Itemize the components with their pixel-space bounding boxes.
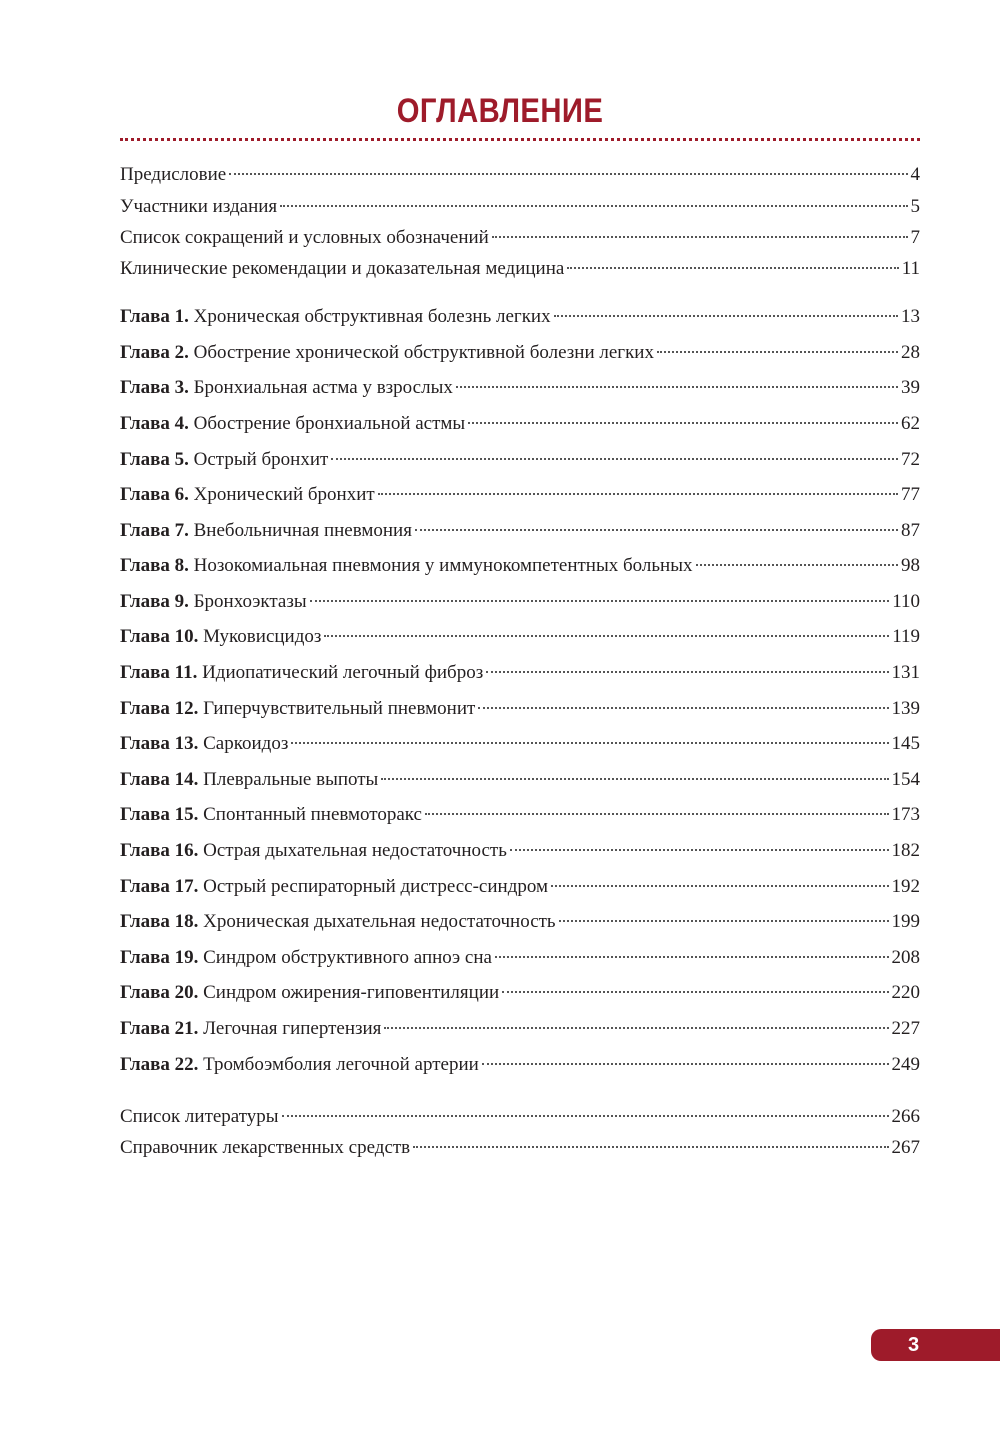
- toc-entry-title: Хроническая обструктивная болезнь легких: [193, 306, 551, 327]
- toc-entry-chapter-9[interactable]: [120, 589, 920, 615]
- toc-entry-title: Плевральные выпоты: [203, 769, 379, 790]
- title-dotted-rule: [120, 138, 920, 141]
- toc-entry-title: Тромбоэмболия легочной артерии: [203, 1054, 479, 1075]
- toc-entry-page: 131: [891, 662, 920, 683]
- dot-leader: [291, 742, 888, 744]
- dot-leader: [567, 267, 898, 269]
- chapter-prefix: Глава 15.: [120, 804, 199, 825]
- toc-entry-title: Список сокращений и условных обозначений: [120, 227, 489, 248]
- toc-entry-title: Гиперчувствительный пневмонит: [203, 698, 476, 719]
- toc-entry-chapter-13[interactable]: [120, 731, 920, 757]
- chapter-prefix: Глава 6.: [120, 484, 189, 505]
- page-number: 3: [907, 1333, 920, 1356]
- toc-entry-page: 227: [891, 1018, 920, 1039]
- toc-entry-bibliography[interactable]: [120, 1104, 920, 1130]
- chapter-prefix: Глава 7.: [120, 520, 189, 541]
- toc-entry-page: 220: [891, 982, 920, 1003]
- toc-entry-guidelines[interactable]: [120, 256, 920, 282]
- dot-leader: [384, 1027, 888, 1029]
- chapter-prefix: Глава 17.: [120, 876, 199, 897]
- toc-entry-title: Участники издания: [120, 196, 278, 217]
- toc-entry-page: 13: [901, 306, 920, 327]
- toc-entry-title: Предисловие: [120, 164, 227, 185]
- dot-leader: [657, 351, 898, 353]
- chapter-prefix: Глава 20.: [120, 982, 199, 1003]
- toc-entry-title: Синдром обструктивного апноэ сна: [203, 947, 492, 968]
- dot-leader: [324, 635, 889, 637]
- toc-entry-page: 87: [901, 520, 920, 541]
- toc-entry-chapter-18[interactable]: [120, 909, 920, 935]
- toc-entry-page: 173: [891, 804, 920, 825]
- toc-entry-chapter-4[interactable]: [120, 411, 920, 437]
- toc-entry-title: Бронхоэктазы: [193, 591, 307, 612]
- toc-entry-page: 28: [901, 342, 920, 363]
- toc-entry-title: Список литературы: [120, 1106, 279, 1127]
- toc-entry-page: 119: [892, 626, 920, 647]
- toc-entry-page: 249: [891, 1054, 920, 1075]
- toc-entry-page: 266: [891, 1106, 920, 1127]
- chapter-prefix: Глава 4.: [120, 413, 189, 434]
- dot-leader: [413, 1146, 888, 1148]
- toc-entry-title: Хроническая дыхательная недостаточность: [203, 911, 556, 932]
- toc-entry-chapter-1[interactable]: [120, 304, 920, 330]
- toc-entry-title: Муковисцидоз: [203, 626, 322, 647]
- dot-leader: [696, 564, 899, 566]
- toc-entry-page: 139: [891, 698, 920, 719]
- toc-entry-page: 77: [901, 484, 920, 505]
- dot-leader: [378, 493, 898, 495]
- toc-entry-title: Нозокомиальная пневмония у иммунокомпетентных больных: [193, 555, 693, 576]
- toc-entry-drug-reference[interactable]: [120, 1135, 920, 1161]
- chapter-prefix: Глава 22.: [120, 1054, 199, 1075]
- dot-leader: [486, 671, 888, 673]
- toc-entry-chapter-8[interactable]: [120, 553, 920, 579]
- toc-entry-chapter-7[interactable]: [120, 518, 920, 544]
- toc-entry-title: Легочная гипертензия: [203, 1018, 382, 1039]
- toc-entry-page: 110: [892, 591, 920, 612]
- toc-entry-page: 267: [891, 1137, 920, 1158]
- toc-entry-chapter-2[interactable]: [120, 340, 920, 366]
- chapter-prefix: Глава 12.: [120, 698, 199, 719]
- toc-entry-title: Внебольничная пневмония: [193, 520, 412, 541]
- chapter-prefix: Глава 9.: [120, 591, 189, 612]
- toc-entry-title: Клинические рекомендации и доказательная медицина: [120, 258, 565, 279]
- chapter-prefix: Глава 18.: [120, 911, 199, 932]
- toc-entry-chapter-14[interactable]: [120, 767, 920, 793]
- dot-leader: [331, 458, 898, 460]
- chapter-prefix: Глава 13.: [120, 733, 199, 754]
- toc-entry-title: Обострение бронхиальной астмы: [193, 413, 466, 434]
- chapter-prefix: Глава 2.: [120, 342, 189, 363]
- toc-entry-page: 7: [910, 227, 920, 248]
- toc-entry-chapter-21[interactable]: [120, 1016, 920, 1042]
- toc-entry-chapter-17[interactable]: [120, 874, 920, 900]
- chapter-prefix: Глава 3.: [120, 377, 189, 398]
- chapter-prefix: Глава 14.: [120, 769, 199, 790]
- chapter-prefix: Глава 1.: [120, 306, 189, 327]
- toc-entry-chapter-12[interactable]: [120, 696, 920, 722]
- dot-leader: [482, 1063, 889, 1065]
- toc-entry-page: 208: [891, 947, 920, 968]
- toc-entry-title: Бронхиальная астма у взрослых: [193, 377, 453, 398]
- toc-entry-abbreviations[interactable]: [120, 225, 920, 251]
- toc-entry-chapter-22[interactable]: [120, 1052, 920, 1078]
- dot-leader: [559, 920, 889, 922]
- dot-leader: [554, 315, 898, 317]
- toc-entry-chapter-19[interactable]: [120, 945, 920, 971]
- dot-leader: [510, 849, 889, 851]
- toc-entry-page: 11: [901, 258, 920, 279]
- toc-entry-title: Идиопатический легочный фиброз: [202, 662, 484, 683]
- toc-entry-chapter-15[interactable]: [120, 802, 920, 828]
- dot-leader: [495, 956, 889, 958]
- toc-entry-page: 145: [891, 733, 920, 754]
- toc-entry-chapter-16[interactable]: [120, 838, 920, 864]
- toc-entry-page: 98: [901, 555, 920, 576]
- toc-entry-chapter-10[interactable]: [120, 624, 920, 650]
- toc-entry-title: Справочник лекарственных средств: [120, 1137, 411, 1158]
- toc-entry-chapter-20[interactable]: [120, 980, 920, 1006]
- toc-entry-page: 192: [891, 876, 920, 897]
- toc-entry-title: Острая дыхательная недостаточность: [203, 840, 507, 861]
- toc-entry-title: Хронический бронхит: [193, 484, 375, 505]
- dot-leader: [456, 386, 898, 388]
- toc-entry-title: Саркоидоз: [203, 733, 289, 754]
- chapter-prefix: Глава 5.: [120, 449, 189, 470]
- dot-leader: [282, 1115, 889, 1117]
- toc-entry-page: 72: [901, 449, 920, 470]
- dot-leader: [468, 422, 898, 424]
- toc-entry-page: 199: [891, 911, 920, 932]
- toc-entry-title: Синдром ожирения-гиповентиляции: [203, 982, 500, 1003]
- dot-leader: [381, 778, 888, 780]
- toc-entry-chapter-6[interactable]: [120, 482, 920, 508]
- dot-leader: [502, 991, 888, 993]
- toc-entry-chapter-3[interactable]: [120, 375, 920, 401]
- page-title: ОГЛАВЛЕНИЕ: [396, 92, 604, 130]
- dot-leader: [280, 205, 907, 207]
- dot-leader: [415, 529, 898, 531]
- toc-entry-chapter-5[interactable]: [120, 447, 920, 473]
- chapter-prefix: Глава 10.: [120, 626, 199, 647]
- dot-leader: [492, 236, 908, 238]
- toc-entry-page: 39: [901, 377, 920, 398]
- toc-entry-title: Спонтанный пневмоторакс: [203, 804, 422, 825]
- toc-entry-page: 182: [891, 840, 920, 861]
- toc-entry-title: Острый респираторный дистресс-синдром: [203, 876, 549, 897]
- chapter-prefix: Глава 8.: [120, 555, 189, 576]
- toc-entry-contributors[interactable]: [120, 194, 920, 220]
- chapter-prefix: Глава 19.: [120, 947, 199, 968]
- chapter-prefix: Глава 16.: [120, 840, 199, 861]
- dot-leader: [551, 885, 888, 887]
- toc-entry-title: Обострение хронической обструктивной болезни легких: [193, 342, 654, 363]
- toc-entry-page: 62: [901, 413, 920, 434]
- page-number-tab: [871, 1329, 1000, 1361]
- toc-entry-page: 5: [910, 196, 920, 217]
- toc-entry-chapter-11[interactable]: [120, 660, 920, 686]
- toc-entry-preface[interactable]: [120, 162, 920, 188]
- dot-leader: [229, 173, 907, 175]
- dot-leader: [425, 813, 889, 815]
- dot-leader: [310, 600, 890, 602]
- toc-entry-page: 4: [910, 164, 920, 185]
- toc-entry-page: 154: [891, 769, 920, 790]
- chapter-prefix: Глава 11.: [120, 662, 198, 683]
- chapter-prefix: Глава 21.: [120, 1018, 199, 1039]
- dot-leader: [478, 707, 888, 709]
- toc-entry-title: Острый бронхит: [193, 449, 329, 470]
